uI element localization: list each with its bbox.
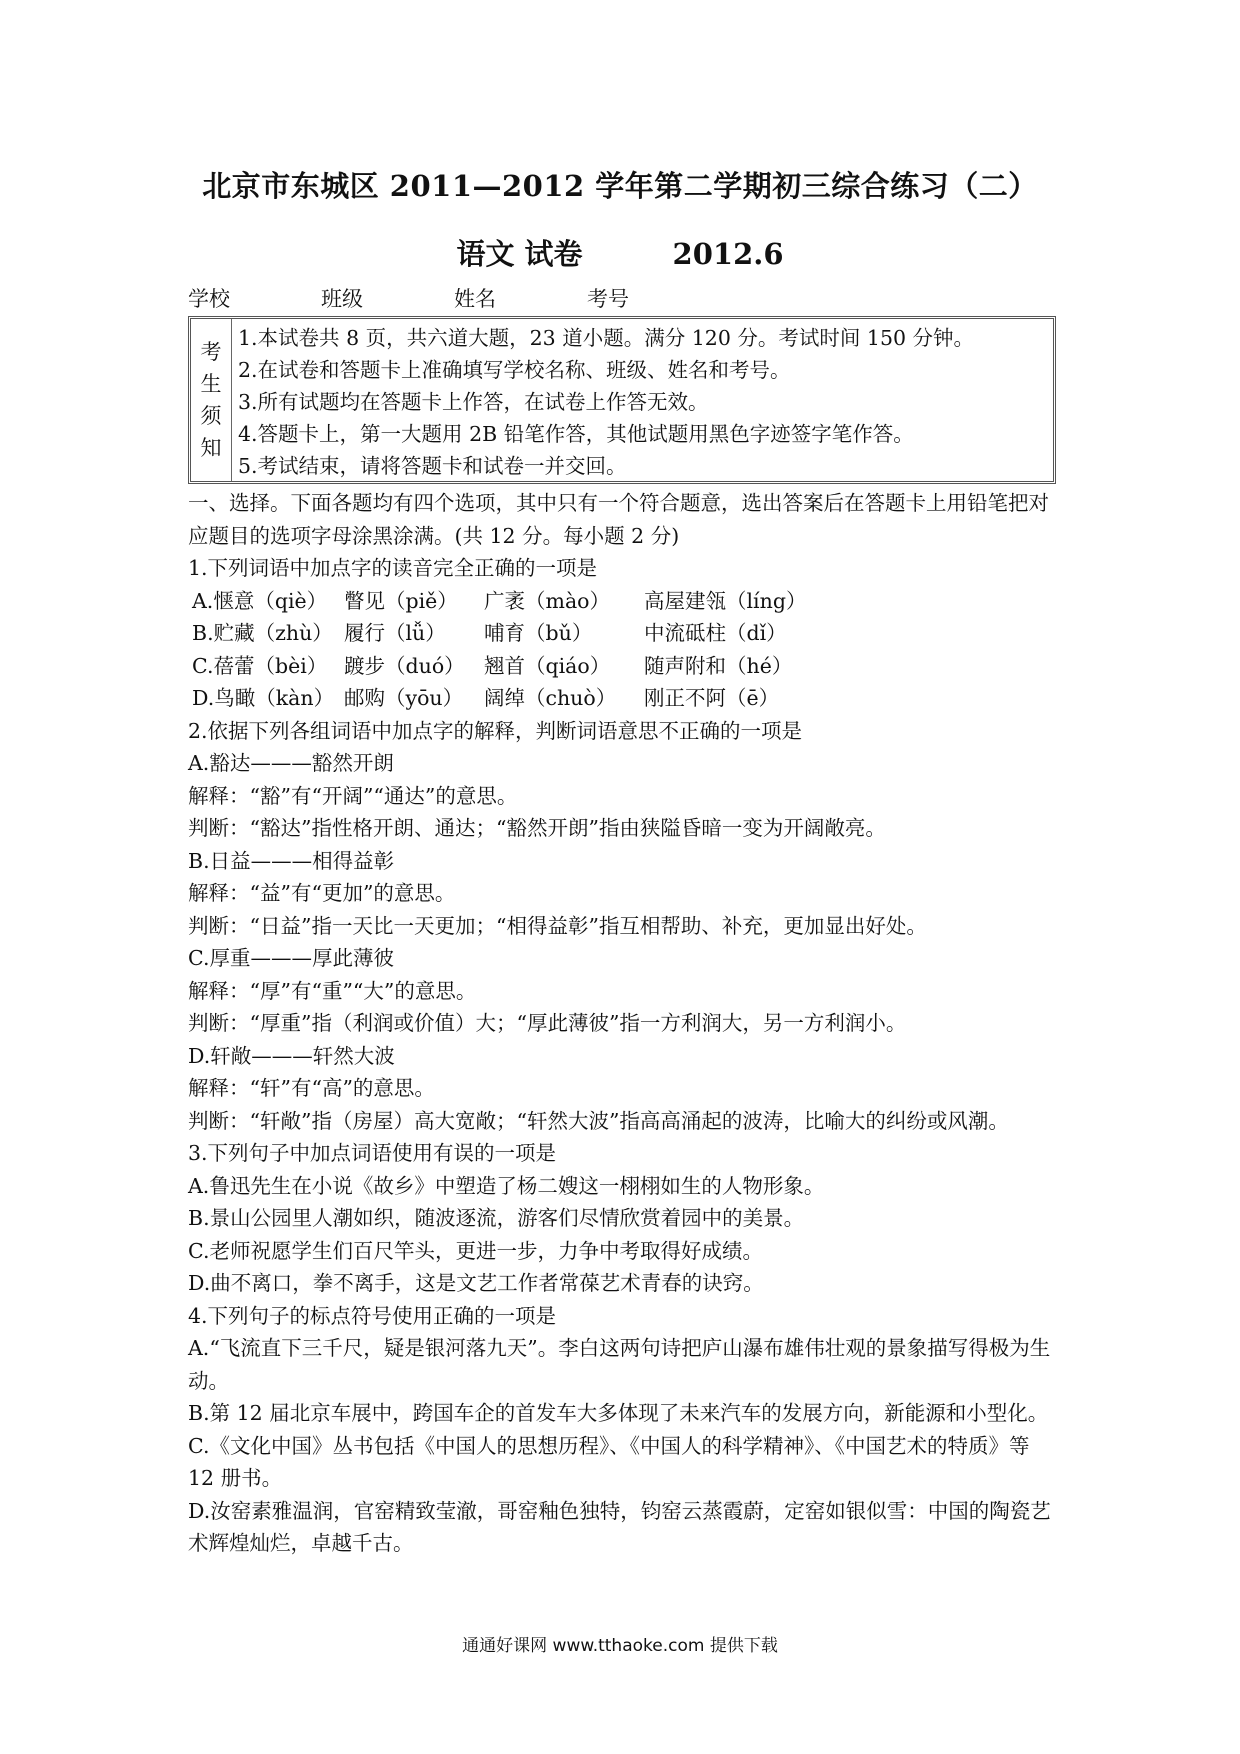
school-label: 学校: [188, 287, 230, 311]
question-line: D.曲不离口，拳不离手，这是文艺工作者常葆艺术青春的诀窍。: [188, 1271, 764, 1295]
page-subtitle: [0, 232, 1240, 273]
question-stem: 1.下列词语中加点字的读音完全正确的一项是: [188, 556, 598, 580]
question-lines: [188, 1332, 1058, 1560]
notice-heading-char: 生: [200, 372, 222, 396]
notice-heading-char: 须: [200, 404, 222, 428]
question-line: 判断：“厚重”指（利润或价值）大；“厚此薄彼”指一方利润大，另一方利润小。: [188, 1011, 907, 1035]
exam-notice-box: [188, 316, 1056, 484]
question-line: 解释：“益”有“更加”的意思。: [188, 881, 456, 905]
question-line: C.老师祝愿学生们百尺竿头，更进一步，力争中考取得好成绩。: [188, 1238, 763, 1263]
option-row: [188, 617, 1058, 650]
section-intro: 一、选择。下面各题均有四个选项，其中只有一个符合题意，选出答案后在答题卡上用铅笔把对应题目的选项字母涂黑涂满。(共 12 分。每小题 2 分): [188, 491, 1049, 548]
option-word: A.惬意（qiè）: [192, 588, 328, 613]
option-word: 履行（lǚ）: [344, 621, 446, 645]
question-line: A.鲁迅先生在小说《故乡》中塑造了杨二嫂这一栩栩如生的人物形象。: [188, 1173, 825, 1198]
option-row: [188, 585, 1058, 618]
question-line: 判断：“日益”指一天比一天更加；“相得益彰”指互相帮助、补充，更加显出好处。: [188, 913, 927, 938]
subject-label: 语文 试卷: [456, 237, 583, 271]
notice-heading-char: 知: [200, 436, 222, 460]
option-word: 翘首（qiáo）: [484, 653, 611, 678]
question-lines: [188, 747, 1058, 1137]
option-word: 随声附和（hé）: [644, 653, 793, 678]
question-options: [188, 585, 1058, 715]
notice-item: 3.所有试题均在答题卡上作答，在试卷上作答无效。: [238, 390, 709, 414]
notice-heading-char: 考: [200, 340, 222, 364]
question-line: B.景山公园里人潮如织，随波逐流，游客们尽情欣赏着园中的美景。: [188, 1206, 805, 1230]
question-line: 解释：“轩”有“高”的意思。: [188, 1076, 435, 1100]
question-line: A.豁达———豁然开朗: [188, 751, 394, 775]
question-stem: 4.下列句子的标点符号使用正确的一项是: [188, 1303, 557, 1328]
option-word: 哺育（bǔ）: [484, 621, 593, 645]
option-row: [188, 682, 1058, 715]
question-lines: [188, 1170, 1058, 1300]
option-word: 踱步（duó）: [344, 653, 465, 678]
question-line: D.轩敞———轩然大波: [188, 1043, 395, 1068]
question-line: C.《文化中国》丛书包括《中国人的思想历程》、《中国人的科学精神》、《中国艺术的特质》等 12 册书。: [188, 1433, 1036, 1490]
notice-item: 1.本试卷共 8 页，共六道大题，23 道小题。满分 120 分。考试时间 150 分钟。: [238, 326, 975, 350]
name-label: 姓名: [454, 287, 496, 311]
footer-source: 通通好课网 www.tthaoke.com 提供下载: [462, 1636, 778, 1656]
option-word: C.蓓蕾（bèi）: [192, 653, 328, 678]
option-word: 广袤（mào）: [484, 588, 611, 613]
option-word: 阔绰（chuò）: [484, 686, 617, 710]
question-section: [188, 487, 1058, 1560]
question-line: A.“飞流直下三千尺，疑是银河落九天”。李白这两句诗把庐山瀑布雄伟壮观的景象描写得极为生动。: [188, 1336, 1051, 1393]
question-line: D.汝窑素雅温润，官窑精致莹澈，哥窑釉色独特，钧窑云蒸霞蔚，定窑如银似雪：中国的陶瓷艺术辉煌灿烂，卓越千古。: [188, 1498, 1051, 1555]
question-stem: 3.下列句子中加点词语使用有误的一项是: [188, 1141, 557, 1165]
page-title: 北京市东城区 2011—2012 学年第二学期初三综合练习（二）: [202, 169, 1038, 203]
question-line: 解释：“豁”有“开阔”“通达”的意思。: [188, 783, 518, 808]
option-row: [188, 650, 1058, 683]
exam-date: 2012.6: [672, 237, 784, 271]
notice-item: 5.考试结束，请将答题卡和试卷一并交回。: [238, 454, 627, 478]
option-word: B.贮藏（zhù）: [192, 621, 333, 645]
question-line: 解释：“厚”有“重”“大”的意思。: [188, 978, 477, 1003]
notice-item: 4.答题卡上，第一大题用 2B 铅笔作答，其他试题用黑色字迹签字笔作答。: [238, 422, 914, 446]
option-word: D.鸟瞰（kàn）: [192, 686, 335, 710]
question-line: 判断：“轩敞”指（房屋）高大宽敞；“轩然大波”指高高涌起的波涛，比喻大的纠纷或风潮。: [188, 1108, 1009, 1133]
option-word: 邮购（yōu）: [344, 686, 464, 710]
question-stem: 2.依据下列各组词语中加点字的解释，判断词语意思不正确的一项是: [188, 718, 803, 743]
option-word: 中流砥柱（dǐ）: [644, 621, 787, 645]
option-word: 刚正不阿（ē）: [644, 686, 780, 710]
question-line: B.日益———相得益彰: [188, 848, 395, 873]
question-line: B.第 12 届北京车展中，跨国车企的首发车大多体现了未来汽车的发展方向，新能源和小型化。: [188, 1401, 1049, 1425]
notice-heading: [191, 319, 232, 481]
notice-items: [232, 319, 1053, 481]
question-line: C.厚重———厚此薄彼: [188, 946, 394, 970]
exam-number-label: 考号: [587, 287, 629, 311]
student-info-row: [188, 283, 720, 313]
notice-item: 2.在试卷和答题卡上准确填写学校名称、班级、姓名和考号。: [238, 358, 791, 382]
option-word: 高屋建瓴（líng）: [644, 588, 807, 613]
question-line: 判断：“豁达”指性格开朗、通达；“豁然开朗”指由狭隘昏暗一变为开阔敞亮。: [188, 816, 886, 840]
option-word: 瞥见（piě）: [344, 588, 458, 613]
class-label: 班级: [321, 287, 363, 311]
